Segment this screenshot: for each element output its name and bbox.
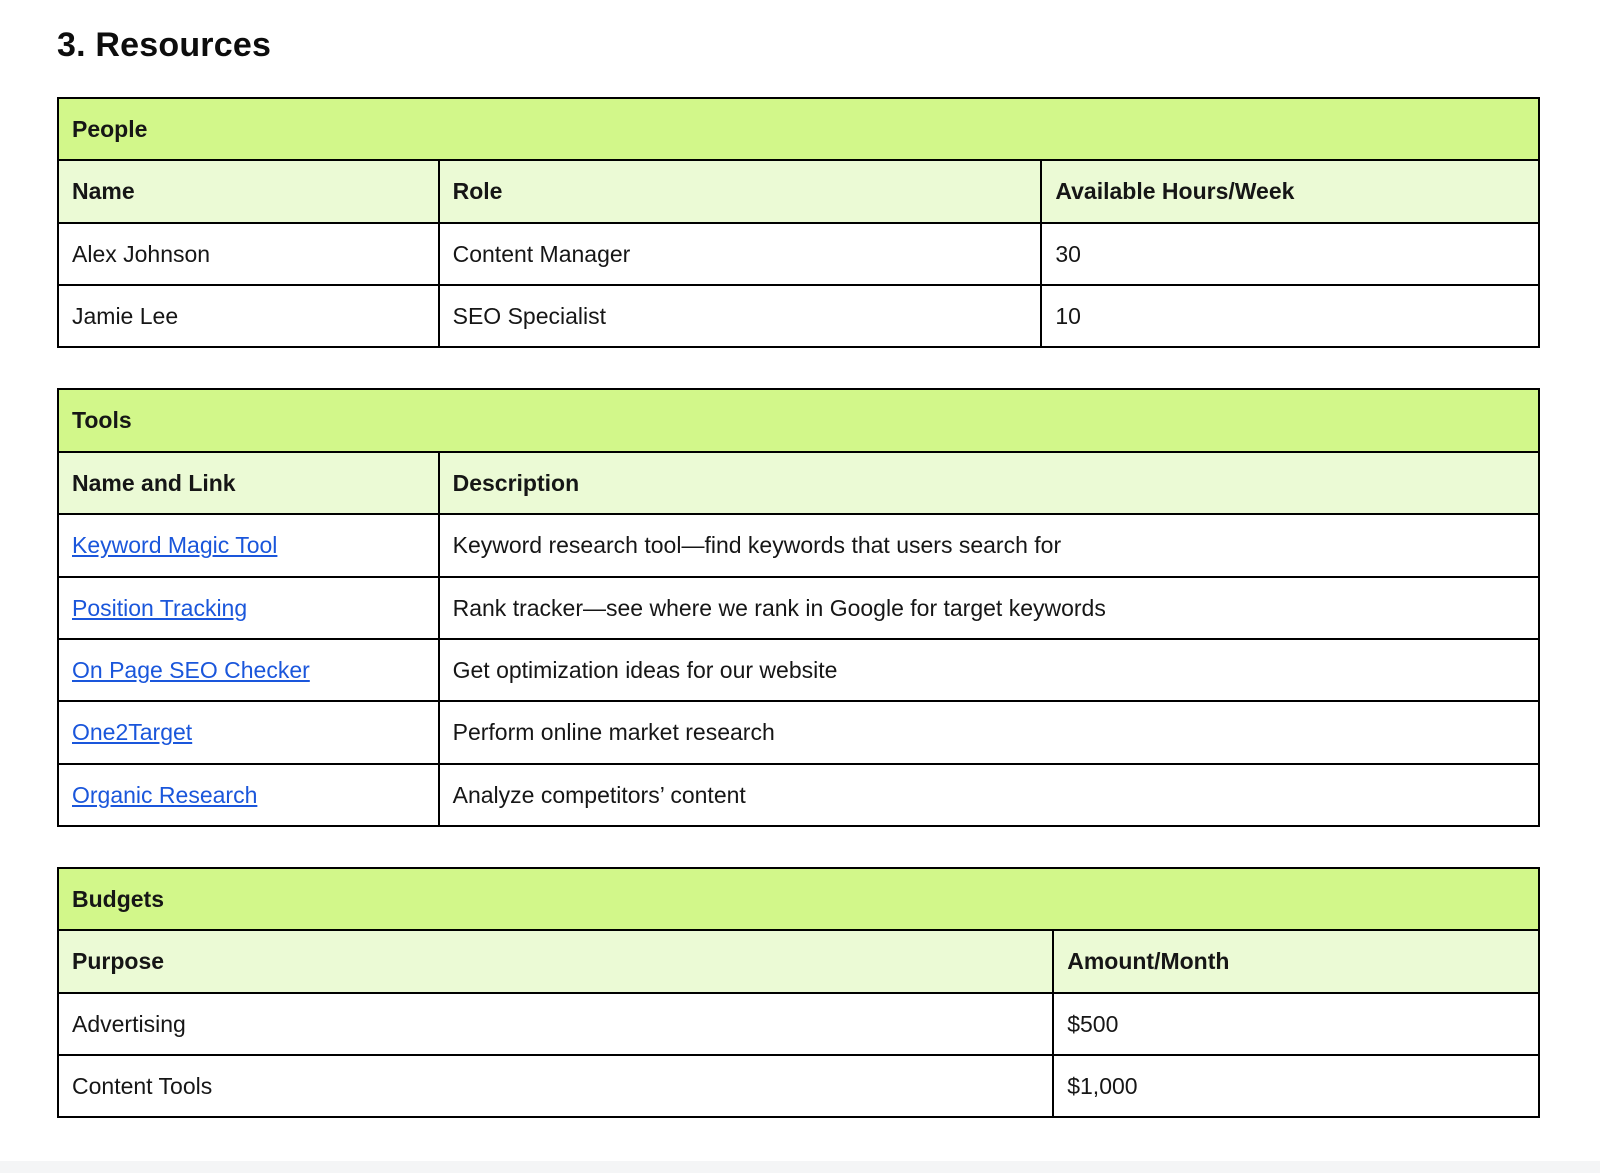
cell-hours: 10 <box>1041 285 1539 347</box>
budgets-col-header-amount: Amount/Month <box>1053 930 1539 992</box>
table-row <box>58 577 1539 639</box>
budgets-header-row <box>58 930 1539 992</box>
people-header-row <box>58 160 1539 222</box>
people-col-header-hours: Available Hours/Week <box>1041 160 1539 222</box>
tools-title-row <box>58 389 1539 451</box>
table-row <box>58 993 1539 1055</box>
cell-tool-link <box>58 514 439 576</box>
cell-description: Rank tracker—see where we rank in Google for target keywords <box>439 577 1539 639</box>
link-one2target[interactable]: One2Target <box>72 719 193 746</box>
cell-name: Alex Johnson <box>58 223 439 285</box>
people-table-title: People <box>58 98 1539 160</box>
link-organic-research[interactable]: Organic Research <box>72 781 258 808</box>
page-bottom-strip <box>0 1161 1600 1173</box>
cell-purpose: Advertising <box>58 993 1053 1055</box>
budgets-title-row <box>58 868 1539 930</box>
table-row <box>58 1055 1539 1117</box>
tools-header-row <box>58 452 1539 514</box>
tools-col-header-name-link: Name and Link <box>58 452 439 514</box>
budgets-table <box>57 867 1540 1118</box>
cell-description: Analyze competitors’ content <box>439 764 1539 826</box>
budgets-table-title: Budgets <box>58 868 1539 930</box>
tools-table-title: Tools <box>58 389 1539 451</box>
table-row <box>58 701 1539 763</box>
people-col-header-role: Role <box>439 160 1042 222</box>
table-row <box>58 223 1539 285</box>
cell-role: Content Manager <box>439 223 1042 285</box>
people-col-header-name: Name <box>58 160 439 222</box>
cell-amount: $500 <box>1053 993 1539 1055</box>
cell-tool-link <box>58 764 439 826</box>
cell-tool-link <box>58 577 439 639</box>
table-row <box>58 639 1539 701</box>
link-on-page-seo-checker[interactable]: On Page SEO Checker <box>72 656 310 683</box>
table-row <box>58 514 1539 576</box>
cell-tool-link <box>58 701 439 763</box>
cell-tool-link <box>58 639 439 701</box>
link-position-tracking[interactable]: Position Tracking <box>72 594 248 621</box>
cell-name: Jamie Lee <box>58 285 439 347</box>
budgets-col-header-purpose: Purpose <box>58 930 1053 992</box>
cell-description: Perform online market research <box>439 701 1539 763</box>
table-row <box>58 285 1539 347</box>
cell-amount: $1,000 <box>1053 1055 1539 1117</box>
cell-description: Get optimization ideas for our website <box>439 639 1539 701</box>
cell-description: Keyword research tool—find keywords that users search for <box>439 514 1539 576</box>
table-row <box>58 764 1539 826</box>
cell-role: SEO Specialist <box>439 285 1042 347</box>
people-table <box>57 97 1540 348</box>
link-keyword-magic-tool[interactable]: Keyword Magic Tool <box>72 532 278 559</box>
tools-col-header-description: Description <box>439 452 1539 514</box>
people-title-row <box>58 98 1539 160</box>
cell-hours: 30 <box>1041 223 1539 285</box>
section-heading: 3. Resources <box>57 26 272 64</box>
tools-table <box>57 388 1540 827</box>
cell-purpose: Content Tools <box>58 1055 1053 1117</box>
